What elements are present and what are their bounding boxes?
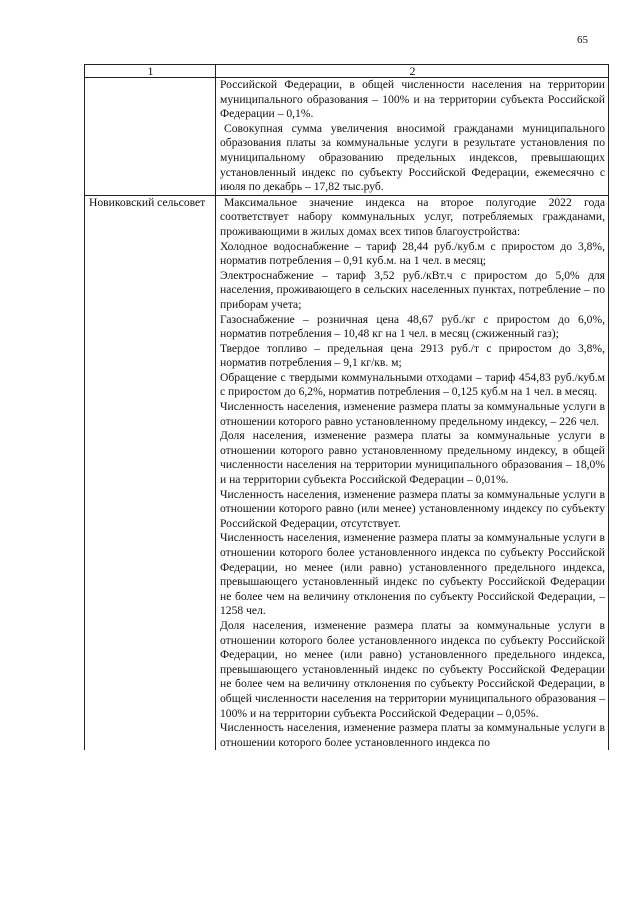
column-header-2: 2 — [216, 65, 609, 78]
paragraph: Численность населения, изменение размера платы за коммунальные услуги в отношении которого равно установленному предельному индексу, – 226 чел. — [220, 400, 605, 428]
paragraph: Российской Федерации, в общей численности населения на территории муниципального образования – 100% и на территории субъекта Российской Федерации – 0,1%. — [220, 78, 605, 121]
paragraph: Численность населения, изменение размера платы за коммунальные услуги в отношении которого равно (или менее) установленному индексу по субъекту Российской Федерации, отсутствует. — [220, 487, 605, 530]
paragraph: Электроснабжение – тариф 3,52 руб./кВт.ч с приростом до 5,0% для населения, проживающего в сельских населенных пунктах, потребление – по приборам учета; — [220, 268, 605, 311]
table-header-row — [85, 65, 609, 78]
paragraph: Твердое топливо – предельная цена 2913 руб./т с приростом до 3,8%, норматив потребления – 9,1 кг/кв. м; — [220, 341, 605, 370]
column-header-1: 1 — [85, 65, 216, 78]
data-table — [84, 64, 609, 750]
description-cell — [216, 195, 609, 750]
paragraph: Совокупная сумма увеличения вносимой гражданами муниципального образования платы за коммунальные услуги в результате установления по муниципальному образованию предельных индексов, превышающих установленный индекс по субъекту Российской Федерации, ежемесячно с июля по декабрь – 17,82 тыс.руб. — [220, 121, 605, 194]
table-row — [85, 78, 609, 196]
page-number: 65 — [577, 34, 588, 46]
paragraph: Численность населения, изменение размера платы за коммунальные услуги в отношении которого более установленного индекса по — [220, 721, 605, 749]
region-cell: Новиковский сельсовет — [85, 195, 216, 750]
paragraph: Доля населения, изменение размера платы за коммунальные услуги в отношении которого более установленного индекса по субъекту Российской Федерации, но менее (или равно) установленного предельного индекса, превышающего установленный индекс по субъекту Российской Федерации не более чем на величину отклонения по субъекту Российской Федерации, в общей численности населения на территории муниципального образования – 100% и на территории субъекта Российской Федерации – 0,05%. — [220, 618, 605, 720]
paragraph: Газоснабжение – розничная цена 48,67 руб./кг с приростом до 6,0%, норматив потребления – 10,48 кг на 1 чел. в месяц (сжиженный газ); — [220, 312, 605, 341]
region-cell — [85, 78, 216, 196]
paragraph: Холодное водоснабжение – тариф 28,44 руб./куб.м с приростом до 3,8%, норматив потребления – 0,91 куб.м. на 1 чел. в месяц; — [220, 239, 605, 268]
paragraph: Численность населения, изменение размера платы за коммунальные услуги в отношении которого более установленного индекса по субъекту Российской Федерации, но менее (или равно) установленного предельного индекса, превышающего установленный индекс по субъекту Российской Федерации не более чем на величину отклонения по субъекту Российской Федерации, – 1258 чел. — [220, 531, 605, 618]
table-row — [85, 195, 609, 750]
paragraph: Обращение с твердыми коммунальными отходами – тариф 454,83 руб./куб.м с приростом до 6,2%, норматив потребления – 0,125 куб.м на 1 чел. в месяц. — [220, 370, 605, 399]
paragraph: Максимальное значение индекса на второе полугодие 2022 года соответствует набору коммунальных услуг, потребляемых гражданами, проживающими в жилых домах всех типов благоустройства: — [220, 195, 605, 238]
paragraph: Доля населения, изменение размера платы за коммунальные услуги в отношении которого равно установленному предельному индексу, в общей численности населения на территории муниципального образования – 18,0% и на территории субъекта Российской Федерации – 0,01%. — [220, 429, 605, 487]
description-cell — [216, 78, 609, 196]
